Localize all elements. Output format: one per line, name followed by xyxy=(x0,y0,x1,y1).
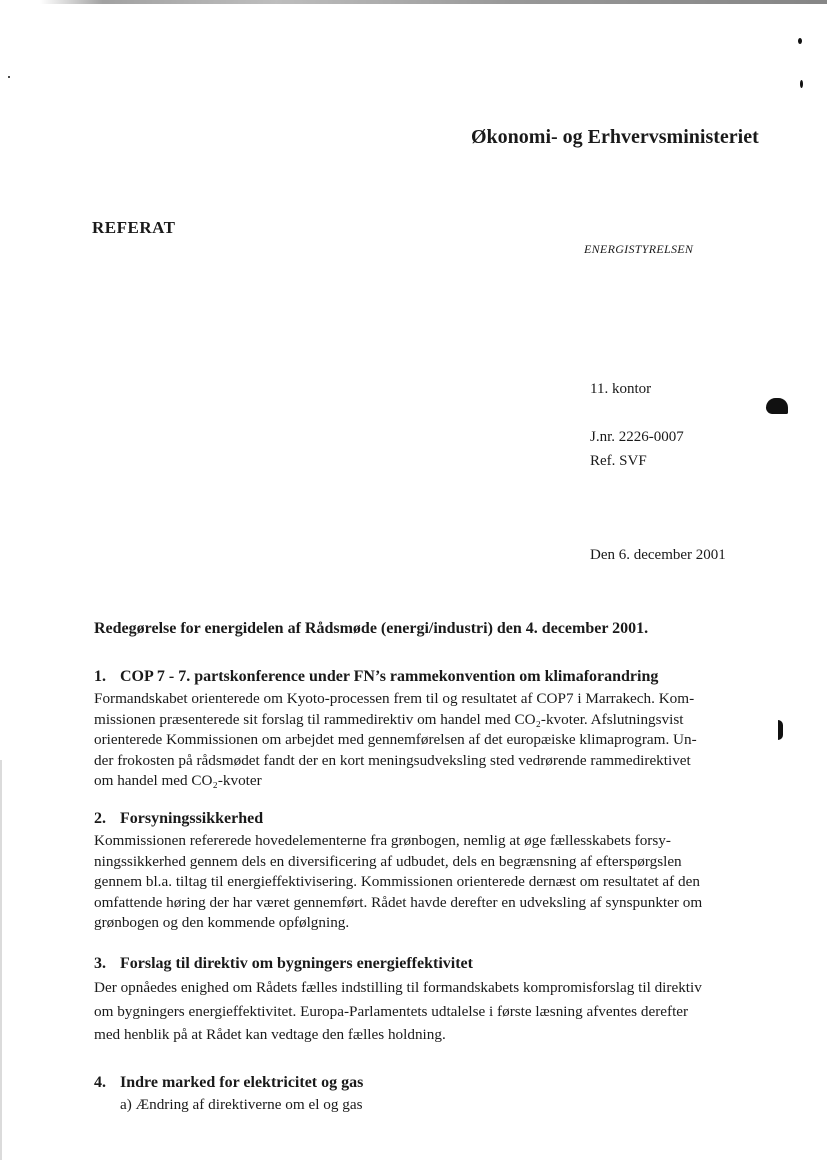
body-line: der frokosten på rådsmødet fandt der en kort meningsudveksling sted vedrørende rammedirektivet xyxy=(94,751,691,769)
document-title: Redegørelse for energidelen af Rådsmøde (energi/industri) den 4. december 2001. xyxy=(94,620,649,637)
section-1 xyxy=(94,668,774,792)
body-line: omfattende høring der har været gennemført. Rådet havde derefter en udveksling af synspunkter om xyxy=(94,893,703,911)
section-title: COP 7 - 7. partskonference under FN’s rammekonvention om klimaforandring xyxy=(120,668,659,685)
section-body xyxy=(94,831,774,934)
scan-speck xyxy=(800,80,803,88)
section-number: 4. xyxy=(94,1074,106,1091)
office-label: 11. kontor xyxy=(590,381,652,397)
section-number: 3. xyxy=(94,955,106,972)
ministry-name: Økonomi- og Erhvervsministeriet xyxy=(471,126,759,148)
body-line: missionen præsenterede sit forslag til rammedirektiv om handel med CO₂-kvoter. Afslutningsvist xyxy=(94,710,684,728)
section-number: 2. xyxy=(94,810,106,827)
reference: Ref. SVF xyxy=(590,453,647,469)
section-heading xyxy=(94,668,774,686)
body-line: ningssikkerhed gennem dels en diversificering af udbudet, dels en begrænsning af efterspørgslen xyxy=(94,852,682,870)
body-line: om bygningers energieffektivitet. Europa-Parlamentets udtalelse i første læsning afventes derefter xyxy=(94,1002,689,1020)
body-line: orienterede Kommissionen om arbejdet med gennemførelsen af det europæiske klimaprogram. Un- xyxy=(94,731,697,749)
section-title: Forsyningssikkerhed xyxy=(120,810,264,827)
section-title: Indre marked for elektricitet og gas xyxy=(120,1074,364,1091)
agency-name: ENERGISTYRELSEN xyxy=(584,242,694,256)
section-heading xyxy=(94,1074,774,1092)
scan-speck xyxy=(8,76,10,78)
scan-edge-left xyxy=(0,760,2,1160)
section-body xyxy=(94,689,774,792)
body-line: Kommissionen refererede hovedelementerne fra grønbogen, nemlig at øge fællesskabets forsy- xyxy=(94,832,671,849)
section-heading xyxy=(94,955,774,973)
body-line: Formandskabet orienterede om Kyoto-processen frem til og resultatet af COP7 i Marrakech. Kom- xyxy=(94,690,695,707)
document-date: Den 6. december 2001 xyxy=(590,547,726,563)
section-number: 1. xyxy=(94,668,106,685)
body-line: med henblik på at Rådet kan vedtage den fælles holdning. xyxy=(94,1026,446,1043)
section-heading xyxy=(94,810,774,828)
body-line: grønbogen og den kommende opfølgning. xyxy=(94,914,350,932)
section-3 xyxy=(94,955,774,1047)
section-body xyxy=(94,976,774,1047)
document-type: REFERAT xyxy=(92,218,176,237)
body-line: Der opnåedes enighed om Rådets fælles indstilling til formandskabets kompromisforslag til direktiv xyxy=(94,979,702,996)
body-line: om handel med CO₂-kvoter xyxy=(94,772,262,790)
section-4 xyxy=(94,1074,774,1114)
sub-item: a) Ændring af direktiverne om el og gas xyxy=(120,1096,363,1113)
scan-speck xyxy=(798,38,802,44)
section-2 xyxy=(94,810,774,934)
punch-hole-mark xyxy=(766,398,788,414)
section-title: Forslag til direktiv om bygningers energieffektivitet xyxy=(120,955,473,972)
journal-number: J.nr. 2226-0007 xyxy=(590,429,684,445)
body-line: gennem bl.a. tiltag til energieffektivisering. Kommissionen orienterede dernæst om resultatet af den xyxy=(94,873,700,891)
scan-edge-top xyxy=(40,0,827,4)
punch-hole-mark xyxy=(778,720,783,740)
